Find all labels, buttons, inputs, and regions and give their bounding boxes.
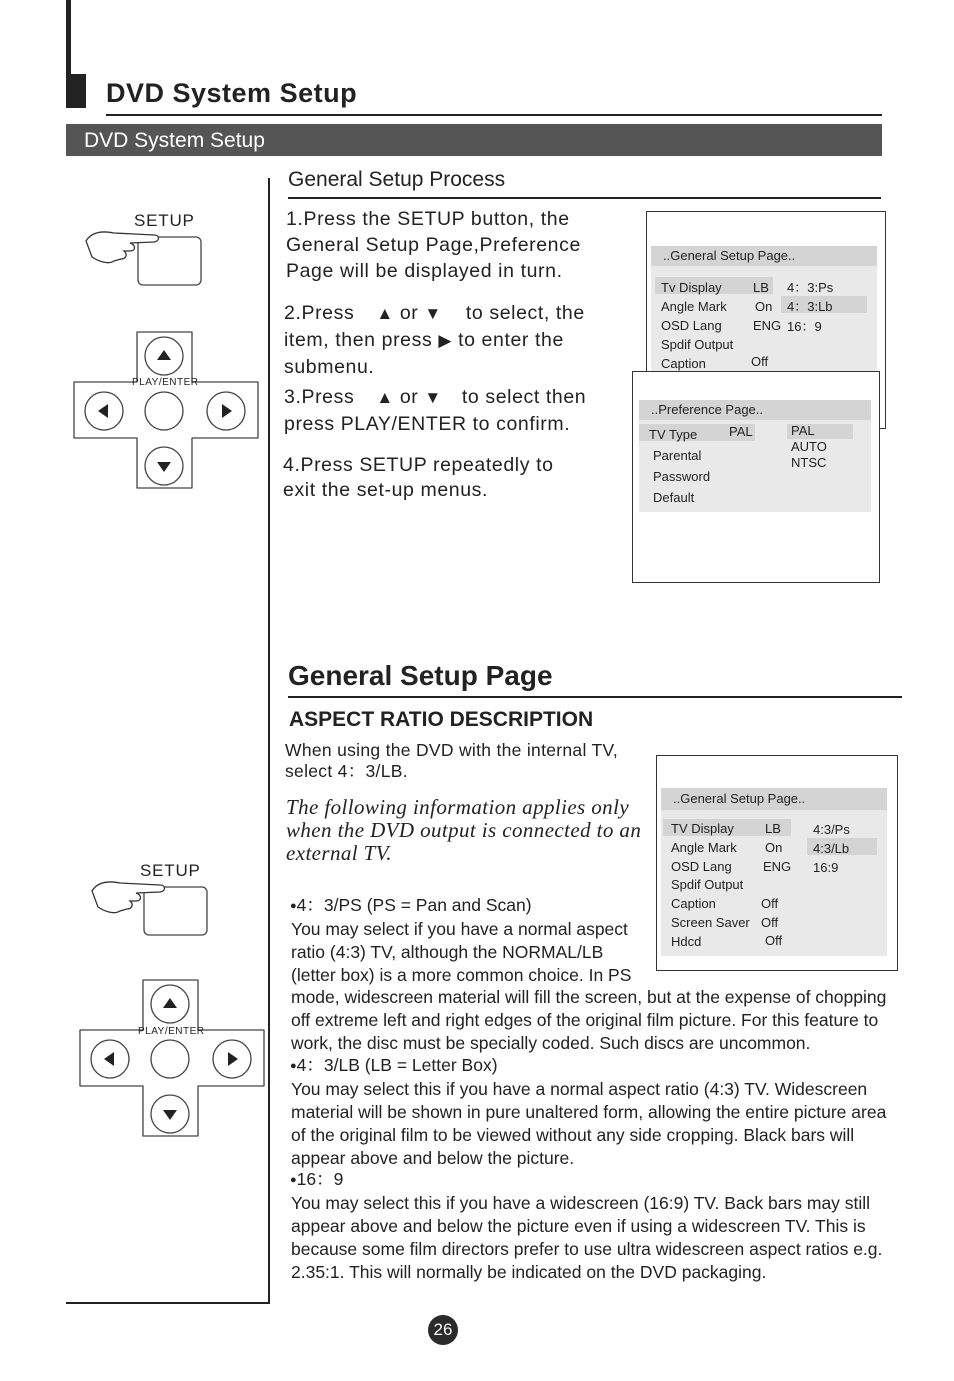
step-2: 2.Press ▲ or ▼ to select, the item, then press ▶ to enter the submenu. bbox=[284, 302, 585, 378]
menu-option: PAL bbox=[791, 423, 815, 438]
hand-press-icon bbox=[90, 871, 215, 939]
setup-label: SETUP bbox=[140, 861, 201, 880]
setup-button-graphic-top bbox=[84, 205, 214, 290]
menu-value: PAL bbox=[729, 424, 753, 439]
menu-item: Hdcd bbox=[671, 933, 702, 949]
menu-value: ENG bbox=[753, 318, 782, 333]
bullet-icon: ● bbox=[290, 900, 297, 912]
menu-item: Spdif Output bbox=[661, 337, 734, 352]
corner-block bbox=[66, 74, 86, 108]
menu-option: 4：3:Ps bbox=[787, 280, 834, 295]
aspect-ratio-heading: ASPECT RATIO DESCRIPTION bbox=[289, 708, 594, 731]
process-rule bbox=[288, 197, 881, 199]
menu-item: TV Display bbox=[671, 821, 734, 836]
up-arrow-icon: ▲ bbox=[376, 304, 394, 323]
title-rule bbox=[106, 114, 882, 116]
general-setup-screen-bottom bbox=[656, 755, 898, 971]
ps-section-continued: mode, widescreen material will fill the screen, but at the expense of chopping off extreme left and right edges of the original film picture. For this feature to work, the disc must be specially coded. Such discs are uncommon. bbox=[291, 987, 887, 1053]
menu-item: Caption bbox=[671, 896, 716, 912]
menu-value: On bbox=[755, 299, 773, 314]
hand-press-icon bbox=[84, 221, 209, 289]
dpad-graphic-bottom bbox=[78, 978, 268, 1140]
menu-option: 16：9 bbox=[787, 319, 822, 334]
menu-value: On bbox=[765, 839, 783, 855]
setup-button-graphic-bottom bbox=[90, 855, 220, 940]
menu-item: Parental bbox=[653, 448, 702, 463]
ps-section: ●4：3/PS (PS = Pan and Scan) You may select if you have a normal aspect ratio (4:3) TV, although the NORMAL/LB (letter box) is a more common choice. In PS bbox=[290, 895, 632, 985]
menu-option: AUTO bbox=[791, 439, 827, 454]
menu-header: ..General Setup Page.. bbox=[661, 788, 887, 810]
menu-value: Off bbox=[751, 354, 769, 369]
process-heading: General Setup Process bbox=[288, 168, 506, 191]
menu-item: Angle Mark bbox=[671, 839, 737, 855]
general-setup-heading: General Setup Page bbox=[288, 660, 553, 691]
bullet-icon: ● bbox=[290, 1174, 297, 1186]
menu-item: TV Type bbox=[649, 427, 698, 442]
step-1: 1.Press the SETUP button, the General Setup Page,Preference Page will be displayed in turn. bbox=[286, 208, 581, 282]
dpad-graphic-top bbox=[72, 330, 262, 492]
menu-value: LB bbox=[753, 280, 769, 295]
corner-bar bbox=[66, 0, 71, 76]
intro-text: When using the DVD with the internal TV, select 4：3/LB. bbox=[285, 740, 619, 781]
lb-section: ●4：3/LB (LB = Letter Box) You may select this if you have a normal aspect ratio (4:3) TV. Widescreen material will be shown in pure unaltered form, allowing the entire picture area of the original film to be viewed without any side cropping. Black bars will appear above and below the picture. bbox=[290, 1055, 887, 1168]
page-title: DVD System Setup bbox=[106, 78, 358, 108]
menu-item: Spdif Output bbox=[671, 877, 744, 893]
play-enter-label: PLAY/ENTER bbox=[132, 377, 199, 388]
column-divider bbox=[268, 178, 270, 1304]
menu-item: Tv Display bbox=[661, 280, 722, 295]
page-number: 26 bbox=[428, 1315, 458, 1345]
right-arrow-icon: ▶ bbox=[438, 331, 453, 350]
step-3: 3.Press ▲ or ▼ to select then press PLAY/ENTER to confirm. bbox=[284, 386, 587, 435]
bullet-icon: ● bbox=[290, 1060, 297, 1072]
menu-value: Off bbox=[761, 914, 779, 930]
menu-value: ENG bbox=[763, 858, 792, 874]
step-4: 4.Press SETUP repeatedly to exit the set-up menus. bbox=[283, 454, 554, 501]
menu-option: NTSC bbox=[791, 455, 827, 470]
menu-value: Off bbox=[765, 933, 783, 948]
preference-screen bbox=[632, 371, 880, 583]
menu-value: Off bbox=[761, 896, 779, 911]
menu-option: 4：3:Lb bbox=[787, 299, 833, 314]
up-arrow-icon: ▲ bbox=[376, 388, 394, 407]
down-arrow-icon: ▼ bbox=[424, 388, 442, 407]
play-enter-label: PLAY/ENTER bbox=[138, 1026, 205, 1037]
menu-item: Angle Mark bbox=[661, 299, 727, 314]
bottom-rule bbox=[66, 1302, 270, 1304]
menu-item: OSD Lang bbox=[671, 858, 732, 874]
menu-item: Caption bbox=[661, 356, 706, 371]
menu-header: ..General Setup Page.. bbox=[651, 246, 877, 266]
down-arrow-icon: ▼ bbox=[424, 304, 442, 323]
menu-value: LB bbox=[765, 821, 781, 836]
section-bar: DVD System Setup bbox=[66, 124, 882, 156]
italic-note: The following information applies only when the DVD output is connected to an external TV. bbox=[286, 795, 642, 865]
menu-item: Password bbox=[653, 469, 711, 484]
menu-option: 16:9 bbox=[813, 860, 839, 875]
setup-label: SETUP bbox=[134, 211, 195, 230]
general-setup-rule bbox=[288, 696, 902, 698]
menu-header: ..Preference Page.. bbox=[639, 400, 871, 420]
menu-item: Screen Saver bbox=[671, 914, 750, 930]
menu-item: OSD Lang bbox=[661, 318, 722, 333]
menu-option: 4:3/Lb bbox=[813, 841, 850, 856]
menu-option: 4:3/Ps bbox=[813, 822, 850, 837]
menu-item: Default bbox=[653, 490, 695, 505]
widescreen-section: ●16：9 You may select this if you have a widescreen (16:9) TV. Back bars may still appear above and below the picture even if using a widescreen TV. This is because some film directors prefer to use ultra widescreen aspect ratios e.g. 2.35:1. This will normally be indicated on the DVD packaging. bbox=[290, 1169, 883, 1282]
